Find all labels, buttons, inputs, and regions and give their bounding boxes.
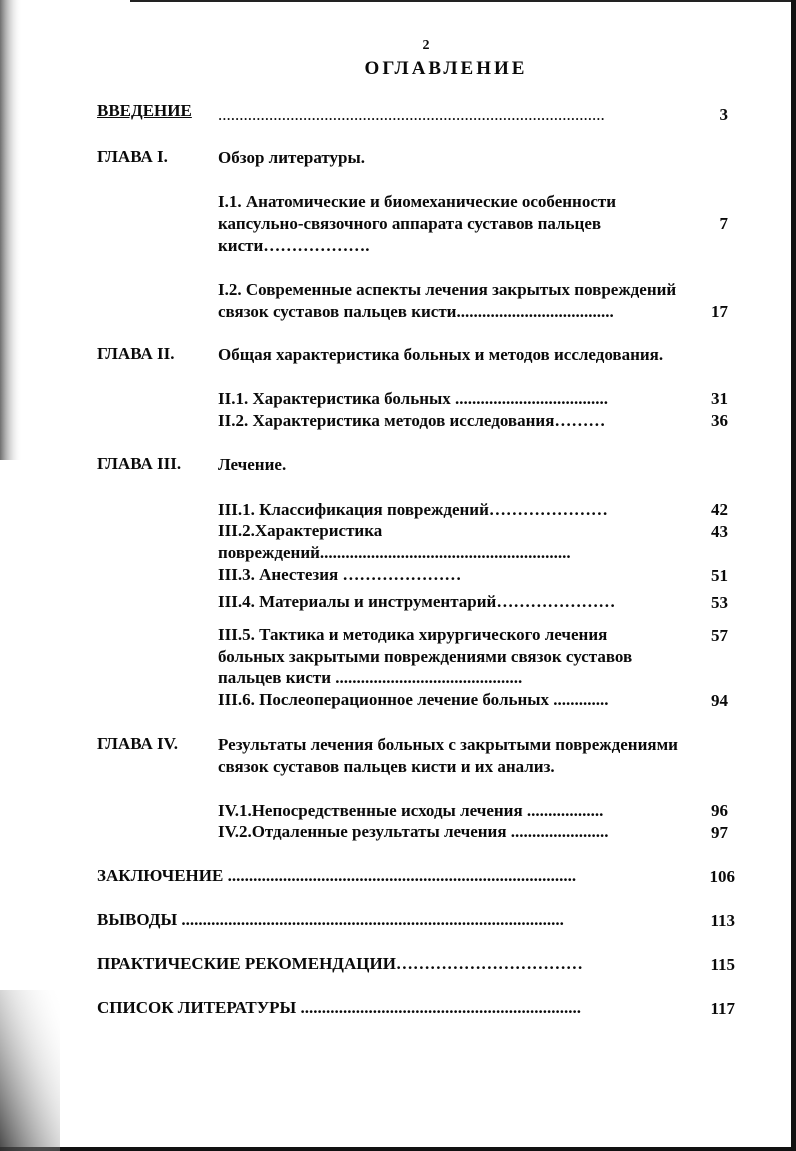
toc-section-3-5-line3: пальцев кисти ............................................ bbox=[218, 668, 523, 687]
toc-intro-label: ВВЕДЕНИЕ bbox=[97, 101, 192, 120]
toc-chapter1-title: Обзор литературы. bbox=[218, 148, 366, 167]
toc-references: СПИСОК ЛИТЕРАТУРЫ .................................................................. bbox=[97, 998, 582, 1017]
toc-section-2-2-page: 36 bbox=[711, 411, 728, 430]
toc-section-1-2-line2: связок суставов пальцев кисти..................................... bbox=[218, 302, 614, 321]
toc-section-3-3: III.3. Анестезия ………………… bbox=[218, 565, 462, 584]
toc-findings-page: 113 bbox=[710, 911, 735, 930]
scan-noise-left bbox=[0, 0, 60, 1151]
page-number: 2 bbox=[422, 38, 430, 53]
toc-section-2-1-page: 31 bbox=[711, 389, 728, 408]
toc-recommendations: ПРАКТИЧЕСКИЕ РЕКОМЕНДАЦИИ…………………………… bbox=[97, 954, 583, 973]
toc-chapter2-title: Общая характеристика больных и методов исследования. bbox=[218, 345, 664, 364]
toc-section-1-1-line2: капсульно-связочного аппарата суставов пальцев bbox=[218, 214, 602, 233]
toc-section-3-6-page: 94 bbox=[711, 691, 728, 710]
toc-section-3-5-line2: больных закрытыми повреждениями связок суставов bbox=[218, 647, 633, 666]
toc-conclusion-page: 106 bbox=[709, 867, 735, 886]
toc-section-3-4: III.4. Материалы и инструментарий………………… bbox=[218, 592, 616, 611]
toc-references-page: 117 bbox=[710, 999, 735, 1018]
toc-section-3-2-page: 43 bbox=[711, 522, 728, 541]
toc-section-3-1: III.1. Классификация повреждений………………… bbox=[218, 500, 608, 519]
toc-section-3-2-line2: повреждений........................................................... bbox=[218, 543, 571, 562]
toc-section-3-5-page: 57 bbox=[711, 626, 728, 645]
toc-title: ОГЛАВЛЕНИЕ bbox=[364, 58, 528, 79]
toc-conclusion: ЗАКЛЮЧЕНИЕ .................................................................................. bbox=[97, 866, 577, 885]
toc-section-3-2-line1: III.2.Характеристика bbox=[218, 521, 383, 540]
toc-section-1-1-line3: кисти………………. bbox=[218, 236, 370, 255]
toc-section-3-5-line1: III.5. Тактика и методика хирургического лечения bbox=[218, 625, 608, 644]
toc-chapter1-label: ГЛАВА I. bbox=[97, 147, 168, 166]
toc-section-3-4-page: 53 bbox=[711, 593, 728, 612]
toc-chapter2-label: ГЛАВА II. bbox=[97, 344, 175, 363]
toc-section-4-2: IV.2.Отдаленные результаты лечения ....................... bbox=[218, 822, 609, 841]
toc-recommendations-page: 115 bbox=[710, 955, 735, 974]
toc-section-4-2-page: 97 bbox=[711, 823, 728, 842]
toc-intro-dots: ........................................................................................... bbox=[218, 105, 605, 124]
toc-section-1-1-line1: I.1. Анатомические и биомеханические особенности bbox=[218, 192, 617, 211]
toc-chapter4-title-line2: связок суставов пальцев кисти и их анализ. bbox=[218, 757, 555, 776]
toc-section-3-1-page: 42 bbox=[711, 500, 728, 519]
toc-chapter4-title-line1: Результаты лечения больных с закрытыми повреждениями bbox=[218, 735, 678, 754]
toc-section-1-2-page: 17 bbox=[711, 302, 728, 321]
toc-section-1-1-page: 7 bbox=[719, 214, 728, 233]
toc-chapter4-label: ГЛАВА IV. bbox=[97, 734, 178, 753]
toc-section-4-1-page: 96 bbox=[711, 801, 728, 820]
toc-section-4-1: IV.1.Непосредственные исходы лечения .................. bbox=[218, 801, 604, 820]
toc-chapter3-title: Лечение. bbox=[218, 455, 287, 474]
scan-border-bottom bbox=[0, 1147, 796, 1151]
toc-section-3-3-page: 51 bbox=[711, 566, 728, 585]
toc-intro-page: 3 bbox=[719, 105, 728, 124]
scan-border-right bbox=[791, 0, 796, 1151]
toc-section-3-6: III.6. Послеоперационное лечение больных ............. bbox=[218, 690, 609, 709]
scan-border-top bbox=[130, 0, 796, 2]
toc-chapter3-label: ГЛАВА III. bbox=[97, 454, 182, 473]
toc-findings: ВЫВОДЫ .......................................................................................... bbox=[97, 910, 564, 929]
toc-section-2-1: II.1. Характеристика больных .................................... bbox=[218, 389, 609, 408]
toc-section-2-2: II.2. Характеристика методов исследования……… bbox=[218, 411, 606, 430]
toc-section-1-2-line1: I.2. Современные аспекты лечения закрытых повреждений bbox=[218, 280, 677, 299]
